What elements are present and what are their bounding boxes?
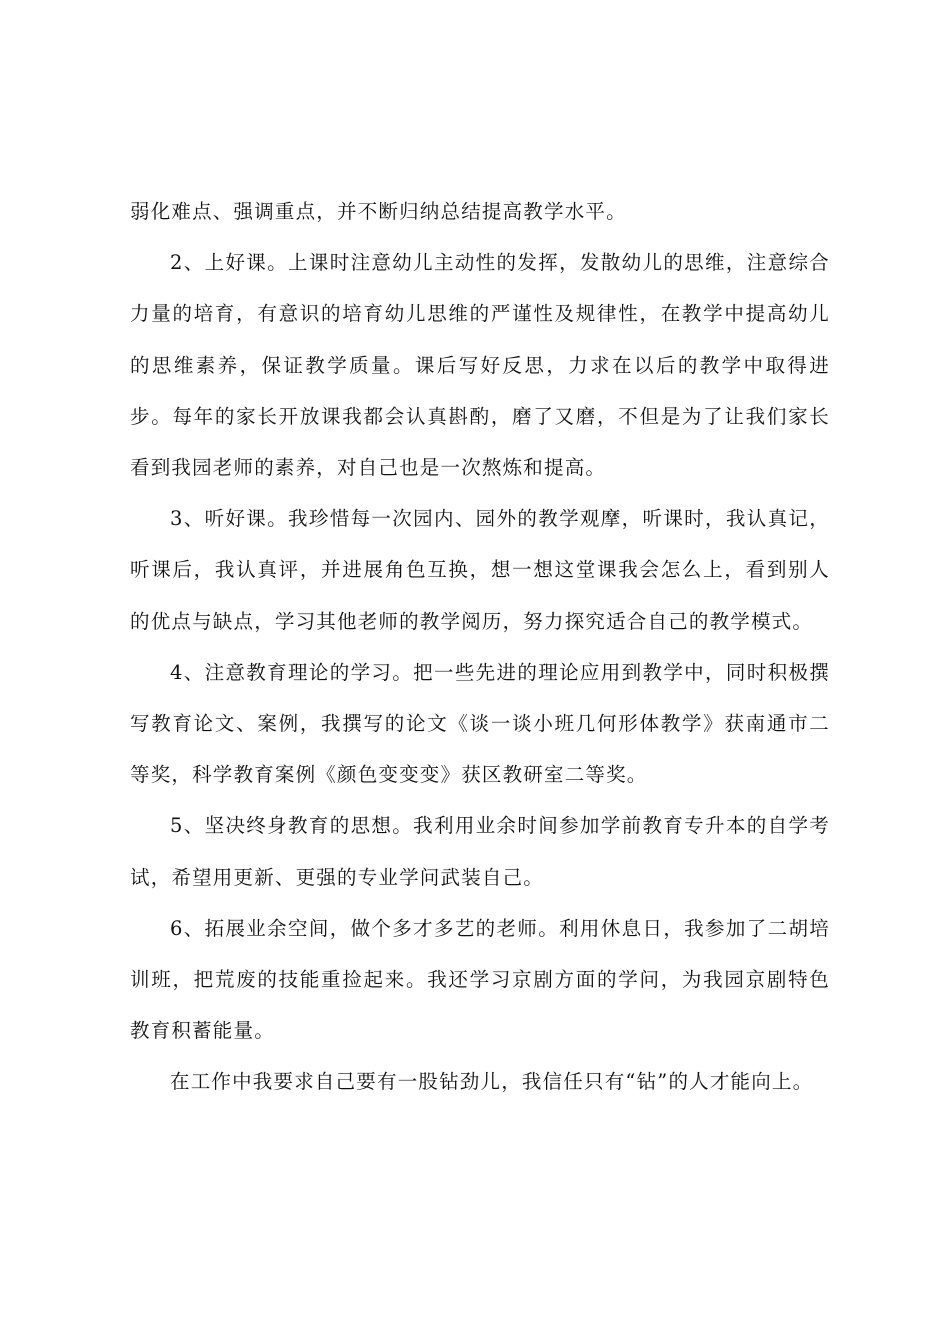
- paragraph-item-6: 6、拓展业余空间，做个多才多艺的老师。利用休息日，我参加了二胡培训班，把荒废的技能重捡起来。我还学习京剧方面的学问，为我园京剧特色教育积蓄能量。: [130, 916, 830, 1043]
- paragraph-continuation: 弱化难点、强调重点，并不断归纳总结提高教学水平。: [130, 200, 627, 223]
- paragraph-item-2: 2、上好课。上课时注意幼儿主动性的发挥，发散幼儿的思维，注意综合力量的培育，有意识的培育幼儿思维的严谨性及规律性，在教学中提高幼儿的思维素养，保证教学质量。课后写好反思，力求在以后的教学中取得进步。每年的家长开放课我都会认真斟酌，磨了又磨，不但是为了让我们家长看到我园老师的素养，对自己也是一次熬炼和提高。: [130, 251, 830, 480]
- paragraph-item-5: 5、坚决终身教育的思想。我利用业余时间参加学前教育专升本的自学考试，希望用更新、更强的专业学问武装自己。: [130, 814, 830, 889]
- document-body: [130, 186, 830, 1108]
- paragraph-closing: 在工作中我要求自己要有一股钻劲儿，我信任只有“钻”的人才能向上。: [170, 1070, 814, 1094]
- paragraph-item-4: 4、注意教育理论的学习。把一些先进的理论应用到教学中，同时积极撰写教育论文、案例，我撰写的论文《谈一谈小班几何形体教学》获南通市二等奖，科学教育案例《颜色变变变》获区教研室二等奖。: [130, 660, 830, 787]
- paragraph-item-3: 3、听好课。我珍惜每一次园内、园外的教学观摩，听课时，我认真记，听课后，我认真评，并进展角色互换，想一想这堂课我会怎么上，看到别人的优点与缺点，学习其他老师的教学阅历，努力探究适合自己的教学模式。: [130, 507, 830, 633]
